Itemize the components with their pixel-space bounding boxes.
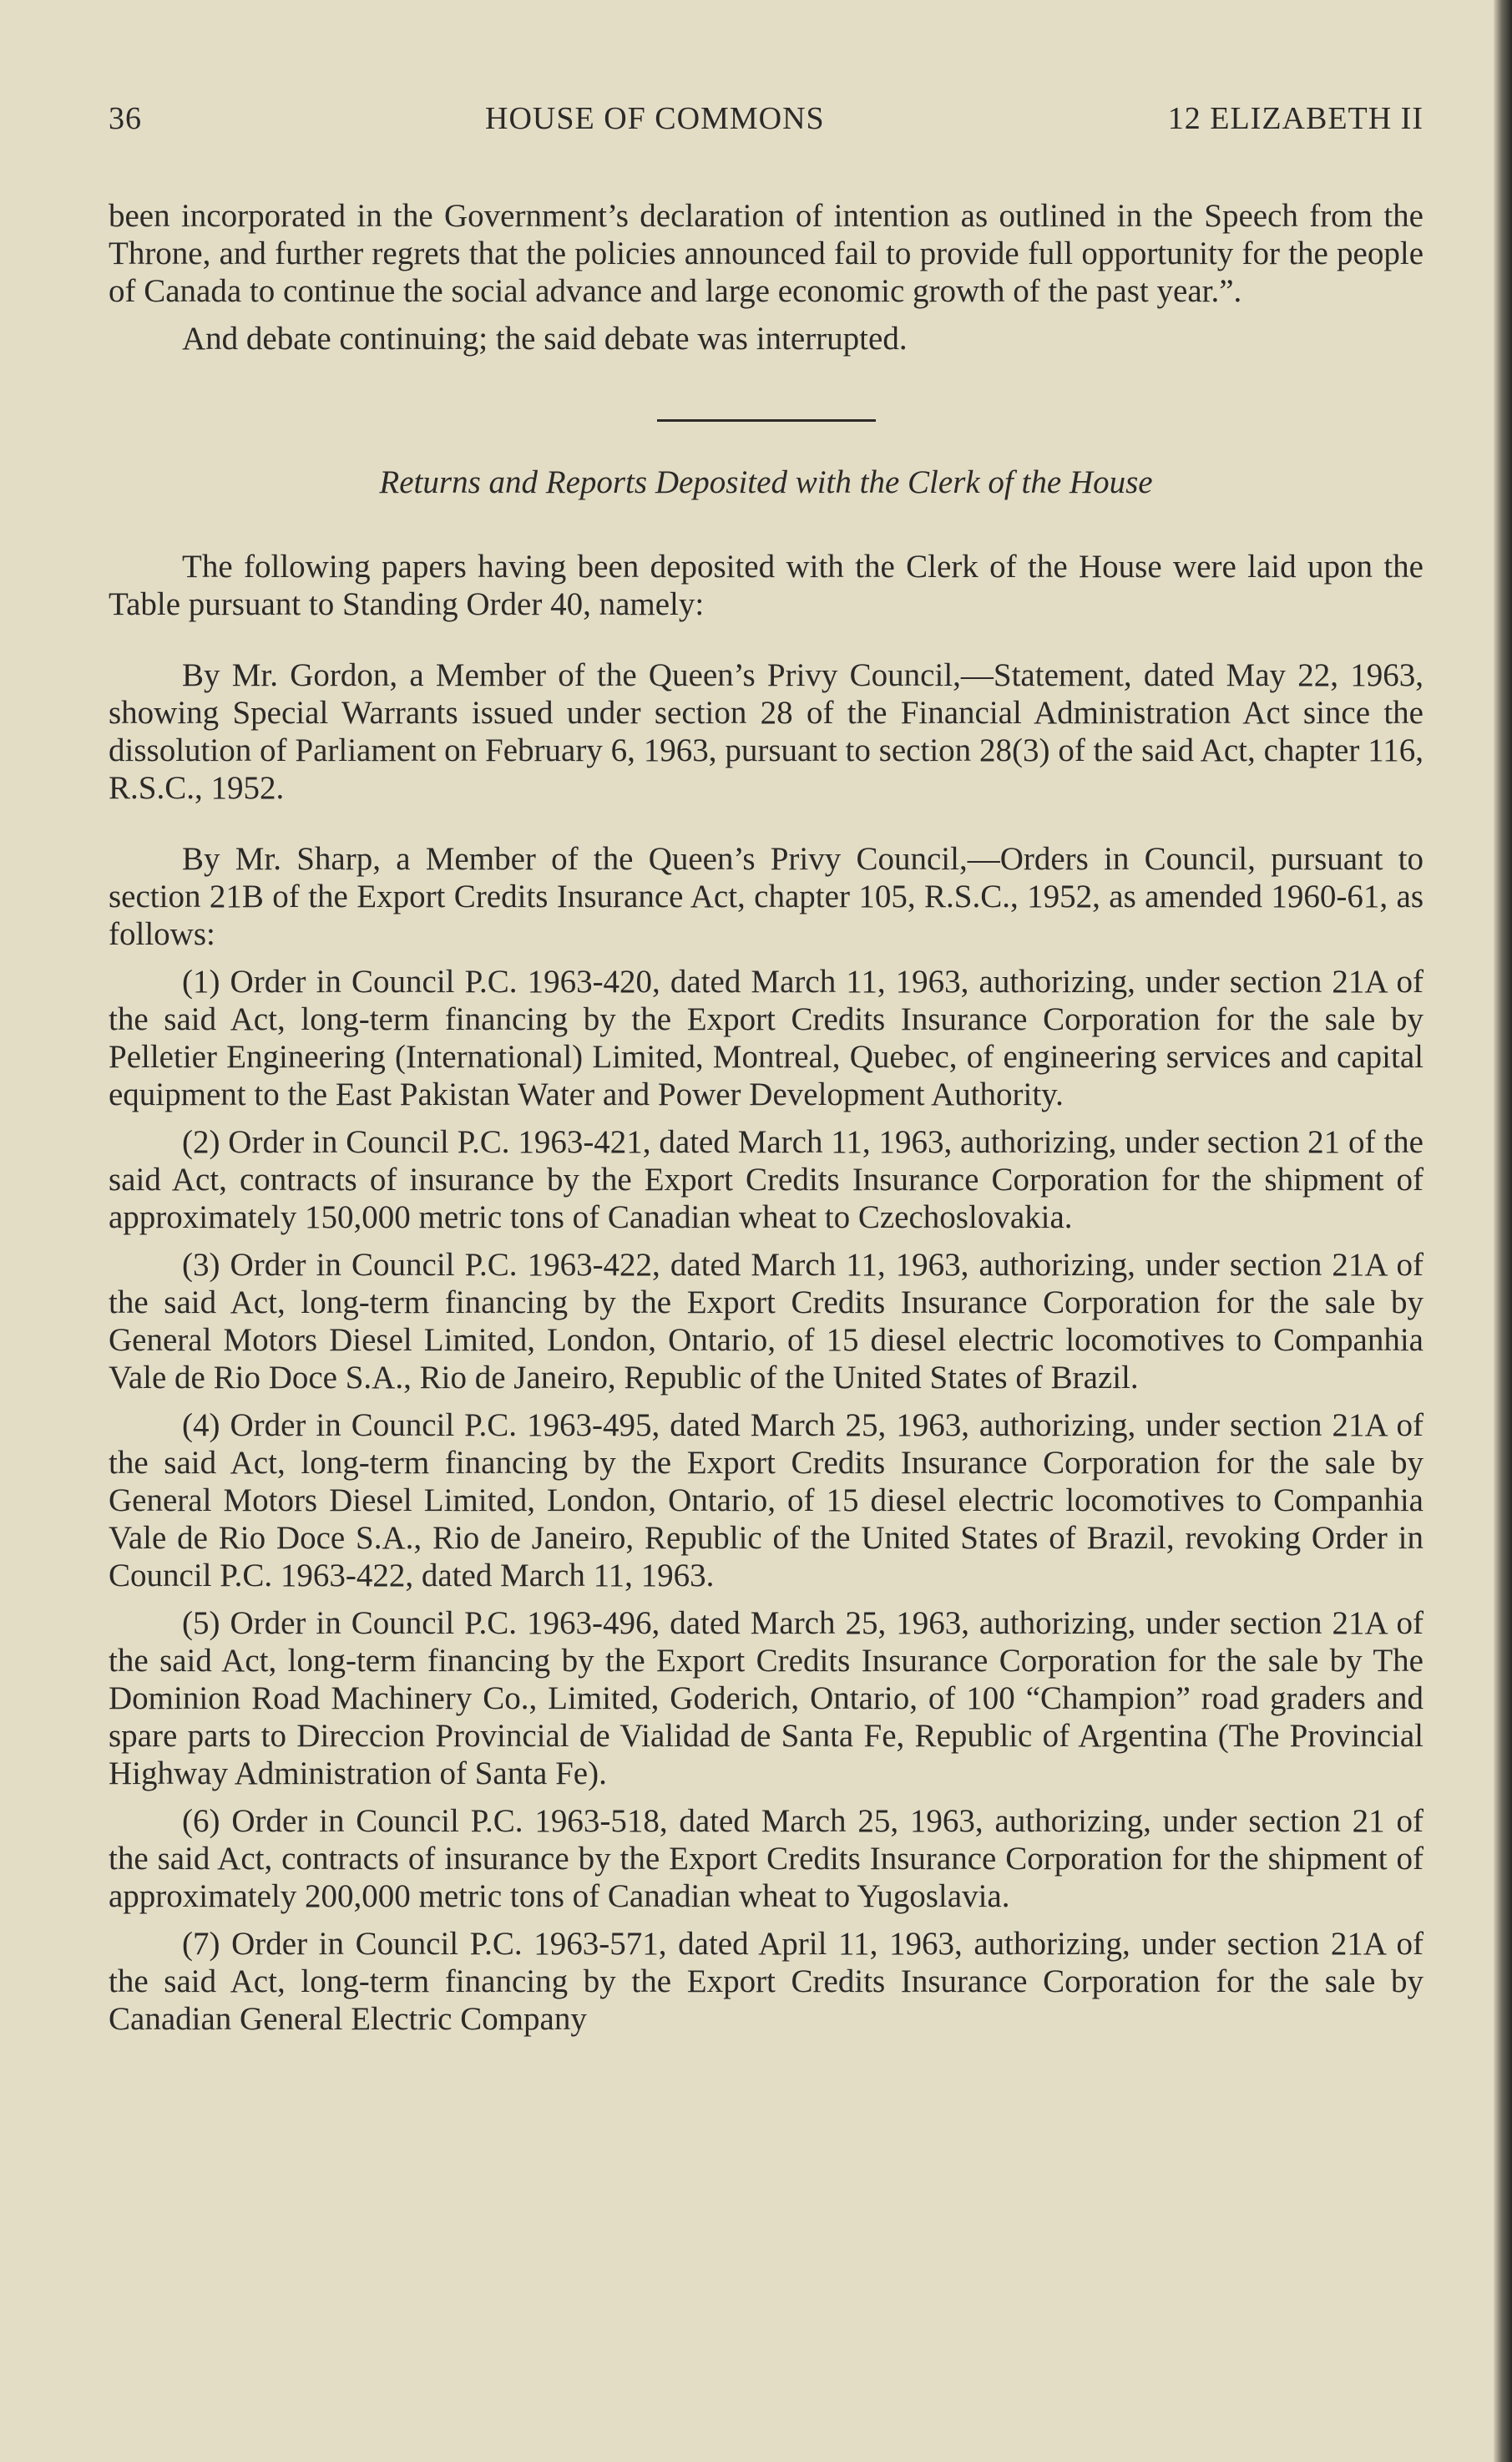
order-item-6: (6) Order in Council P.C. 1963-518, dated March 25, 1963, authorizing, under section 21 of the said Act, contracts of insurance by the Export Credits Insurance Corporation for the shipment of approximately 200,000 metric tons of Canadian wheat to Yugoslavia. (109, 1803, 1424, 1914)
order-item-2: (2) Order in Council P.C. 1963-421, dated March 11, 1963, authorizing, under section 21 of the said Act, contracts of insurance by the Export Credits Insurance Corporation for the shipment of approximately 150,000 metric tons of Canadian wheat to Czechoslovakia. (109, 1124, 1424, 1235)
sharp-paragraph: By Mr. Sharp, a Member of the Queen’s Privy Council,—Orders in Council, pursuant to section 21B of the Export Credits Insurance Act, chapter 105, R.S.C., 1952, as amended 1960-61, as follows: (109, 841, 1424, 952)
continued-paragraph: been incorporated in the Government’s declaration of intention as outlined in the Speech from the Throne, and further regrets that the policies announced fail to provide full opportunity for the people of Canada to continue the social advance and large economic growth of the past year.”. (109, 198, 1424, 309)
section-divider (657, 419, 876, 422)
page-edge-shadow (1494, 0, 1512, 2462)
order-item-7: (7) Order in Council P.C. 1963-571, dated April 11, 1963, authorizing, under section 21A of the said Act, long-term financing by the Export Credits Insurance Corporation for the sale by Canadian General Electric Company (109, 1926, 1424, 2037)
order-item-3: (3) Order in Council P.C. 1963-422, dated March 11, 1963, authorizing, under section 21A of the said Act, long-term financing by the Export Credits Insurance Corporation for the sale by General Motors Diesel Limited, London, Ontario, of 15 diesel electric locomotives to Companhia Vale de Rio Doce S.A., Rio de Janeiro, Republic of the United States of Brazil. (109, 1247, 1424, 1396)
page-number: 36 (109, 101, 142, 136)
running-header (109, 100, 1424, 137)
document-page (109, 100, 1424, 2038)
intro-paragraph: The following papers having been deposited with the Clerk of the House were laid upon the Table pursuant to Standing Order 40, namely: (109, 549, 1424, 622)
order-item-5: (5) Order in Council P.C. 1963-496, dated March 25, 1963, authorizing, under section 21A of the said Act, long-term financing by the Export Credits Insurance Corporation for the sale by The Dominion Road Machinery Co., Limited, Goderich, Ontario, of 100 “Champion” road graders and spare parts to Direccion Provincial de Vialidad de Santa Fe, Republic of Argentina (The Provincial Highway Administration of Santa Fe). (109, 1605, 1424, 1791)
regnal-year: 12 ELIZABETH II (1167, 101, 1424, 136)
journal-title: HOUSE OF COMMONS (485, 101, 825, 136)
order-item-4: (4) Order in Council P.C. 1963-495, dated March 25, 1963, authorizing, under section 21A of the said Act, long-term financing by the Export Credits Insurance Corporation for the sale by General Motors Diesel Limited, London, Ontario, of 15 diesel electric locomotives to Companhia Vale de Rio Doce S.A., Rio de Janeiro, Republic of the United States of Brazil, revoking Order in Council P.C. 1963-422, dated March 11, 1963. (109, 1407, 1424, 1593)
debate-interrupted-paragraph: And debate continuing; the said debate was interrupted. (182, 321, 908, 357)
section-heading: Returns and Reports Deposited with the Clerk of the House (379, 464, 1153, 500)
order-item-1: (1) Order in Council P.C. 1963-420, dated March 11, 1963, authorizing, under section 21A of the said Act, long-term financing by the Export Credits Insurance Corporation for the sale by Pelletier Engineering (International) Limited, Montreal, Quebec, of engineering services and capital equipment to the East Pakistan Water and Power Development Authority. (109, 964, 1424, 1112)
gordon-paragraph: By Mr. Gordon, a Member of the Queen’s Privy Council,—Statement, dated May 22, 1963, showing Special Warrants issued under section 28 of the Financial Administration Act since the dissolution of Parliament on February 6, 1963, pursuant to section 28(3) of the said Act, chapter 116, R.S.C., 1952. (109, 657, 1424, 806)
